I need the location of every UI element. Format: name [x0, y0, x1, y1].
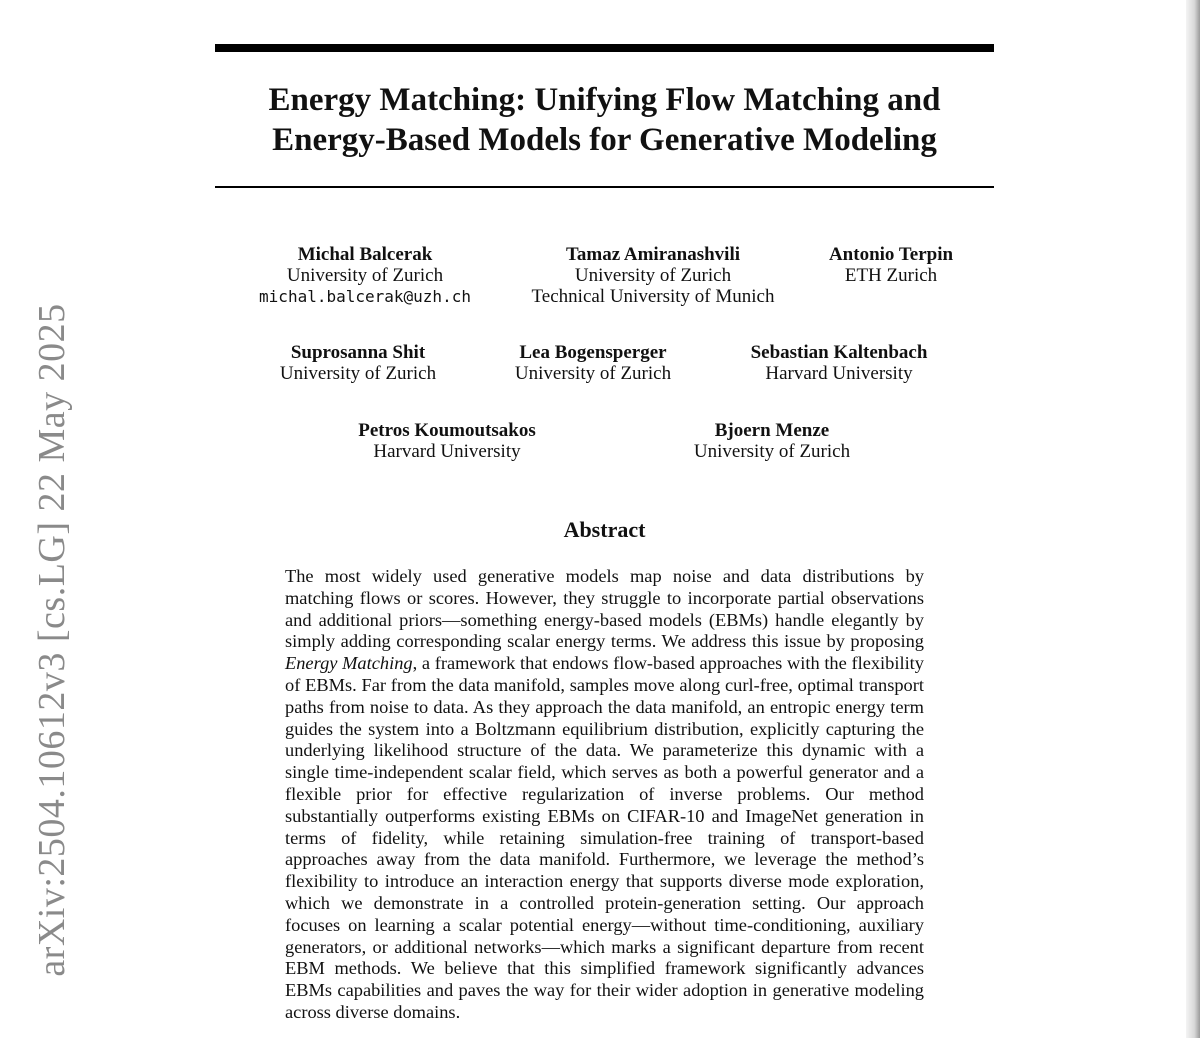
- author-affiliation: University of Zurich: [693, 441, 851, 462]
- author-name: Michal Balcerak: [297, 244, 433, 265]
- author-affiliation: Harvard University: [373, 441, 521, 462]
- paper-title: [215, 80, 994, 160]
- author-affiliation: University of Zurich: [514, 363, 672, 384]
- author-block: [515, 342, 671, 384]
- abstract-text-part-1: The most widely used generative models map noise and data distributions by matching flows or scores. However, they struggle to incorporate partial observations and additional priors—something energy-based models (EBMs) handle elegantly by simply adding corresponding scalar energy terms. We address this issue by proposing: [285, 566, 924, 652]
- author-block: [280, 342, 436, 384]
- author-name: Suprosanna Shit: [290, 342, 426, 363]
- author-affiliation: Harvard University: [765, 363, 913, 384]
- abstract-text-part-2: , a framework that endows flow-based approaches with the flexibility of EBMs. Far from the data manifold, samples move along curl-free, optimal transport paths from noise to data. As they approach the data manifold, an entropic energy term guides the system into a Boltzmann equilibrium distribution, explicitly capturing the underlying likelihood structure of the data. We parameterize this dynamic with a single time-independent scalar field, which serves as both a powerful generator and a flexible prior for effective regularization of inverse problems. Our method substantially outperforms existing EBMs on CIFAR-10 and ImageNet generation in terms of fidelity, while retaining simulation-free training of transport-based approaches away from the data manifold. Furthermore, we leverage the method’s flexibility to introduce an interaction energy that supports diverse mode exploration, which we demonstrate in a controlled protein-generation setting. Our approach focuses on learning a scalar potential energy—without time-conditioning, auxiliary generators, or additional networks—which marks a significant departure from recent EBM methods. We believe that this simplified framework significantly advances EBMs capabilities and paves the way for their wider adoption in generative modeling across diverse domains.: [285, 653, 924, 1022]
- title-top-rule: [215, 44, 994, 52]
- author-name: Bjoern Menze: [714, 420, 830, 441]
- author-name: Petros Koumoutsakos: [358, 420, 536, 441]
- author-affiliation: University of Zurich: [286, 265, 444, 286]
- author-block: [358, 420, 536, 462]
- abstract-body: [285, 566, 924, 1024]
- title-bottom-rule: [215, 186, 994, 188]
- author-name: Lea Bogensperger: [519, 342, 667, 363]
- author-affiliation: University of Zurich: [279, 363, 437, 384]
- title-line-2: Energy-Based Models for Generative Modeling: [272, 122, 937, 158]
- abstract-heading: Abstract: [563, 517, 646, 542]
- title-line-1: Energy Matching: Unifying Flow Matching and: [268, 82, 941, 118]
- author-affiliation: Technical University of Munich: [531, 286, 775, 307]
- author-block: [532, 244, 775, 307]
- author-name: Sebastian Kaltenbach: [750, 342, 928, 363]
- author-affiliation: ETH Zurich: [844, 265, 938, 286]
- abstract-emphasis: Energy Matching: [285, 653, 413, 674]
- author-block: [829, 244, 953, 286]
- author-block: [751, 342, 928, 384]
- author-email-link[interactable]: michal.balcerak@uzh.ch: [259, 287, 471, 306]
- author-block: [694, 420, 850, 462]
- author-affiliation: University of Zurich: [574, 265, 732, 286]
- author-name: Tamaz Amiranashvili: [565, 244, 740, 265]
- author-name: Antonio Terpin: [828, 244, 954, 265]
- viewer-edge-shadow: [1186, 0, 1200, 1038]
- arxiv-identifier-text: arXiv:2504.10612v3 [cs.LG] 22 May 2025: [31, 303, 73, 977]
- author-block: [259, 244, 471, 307]
